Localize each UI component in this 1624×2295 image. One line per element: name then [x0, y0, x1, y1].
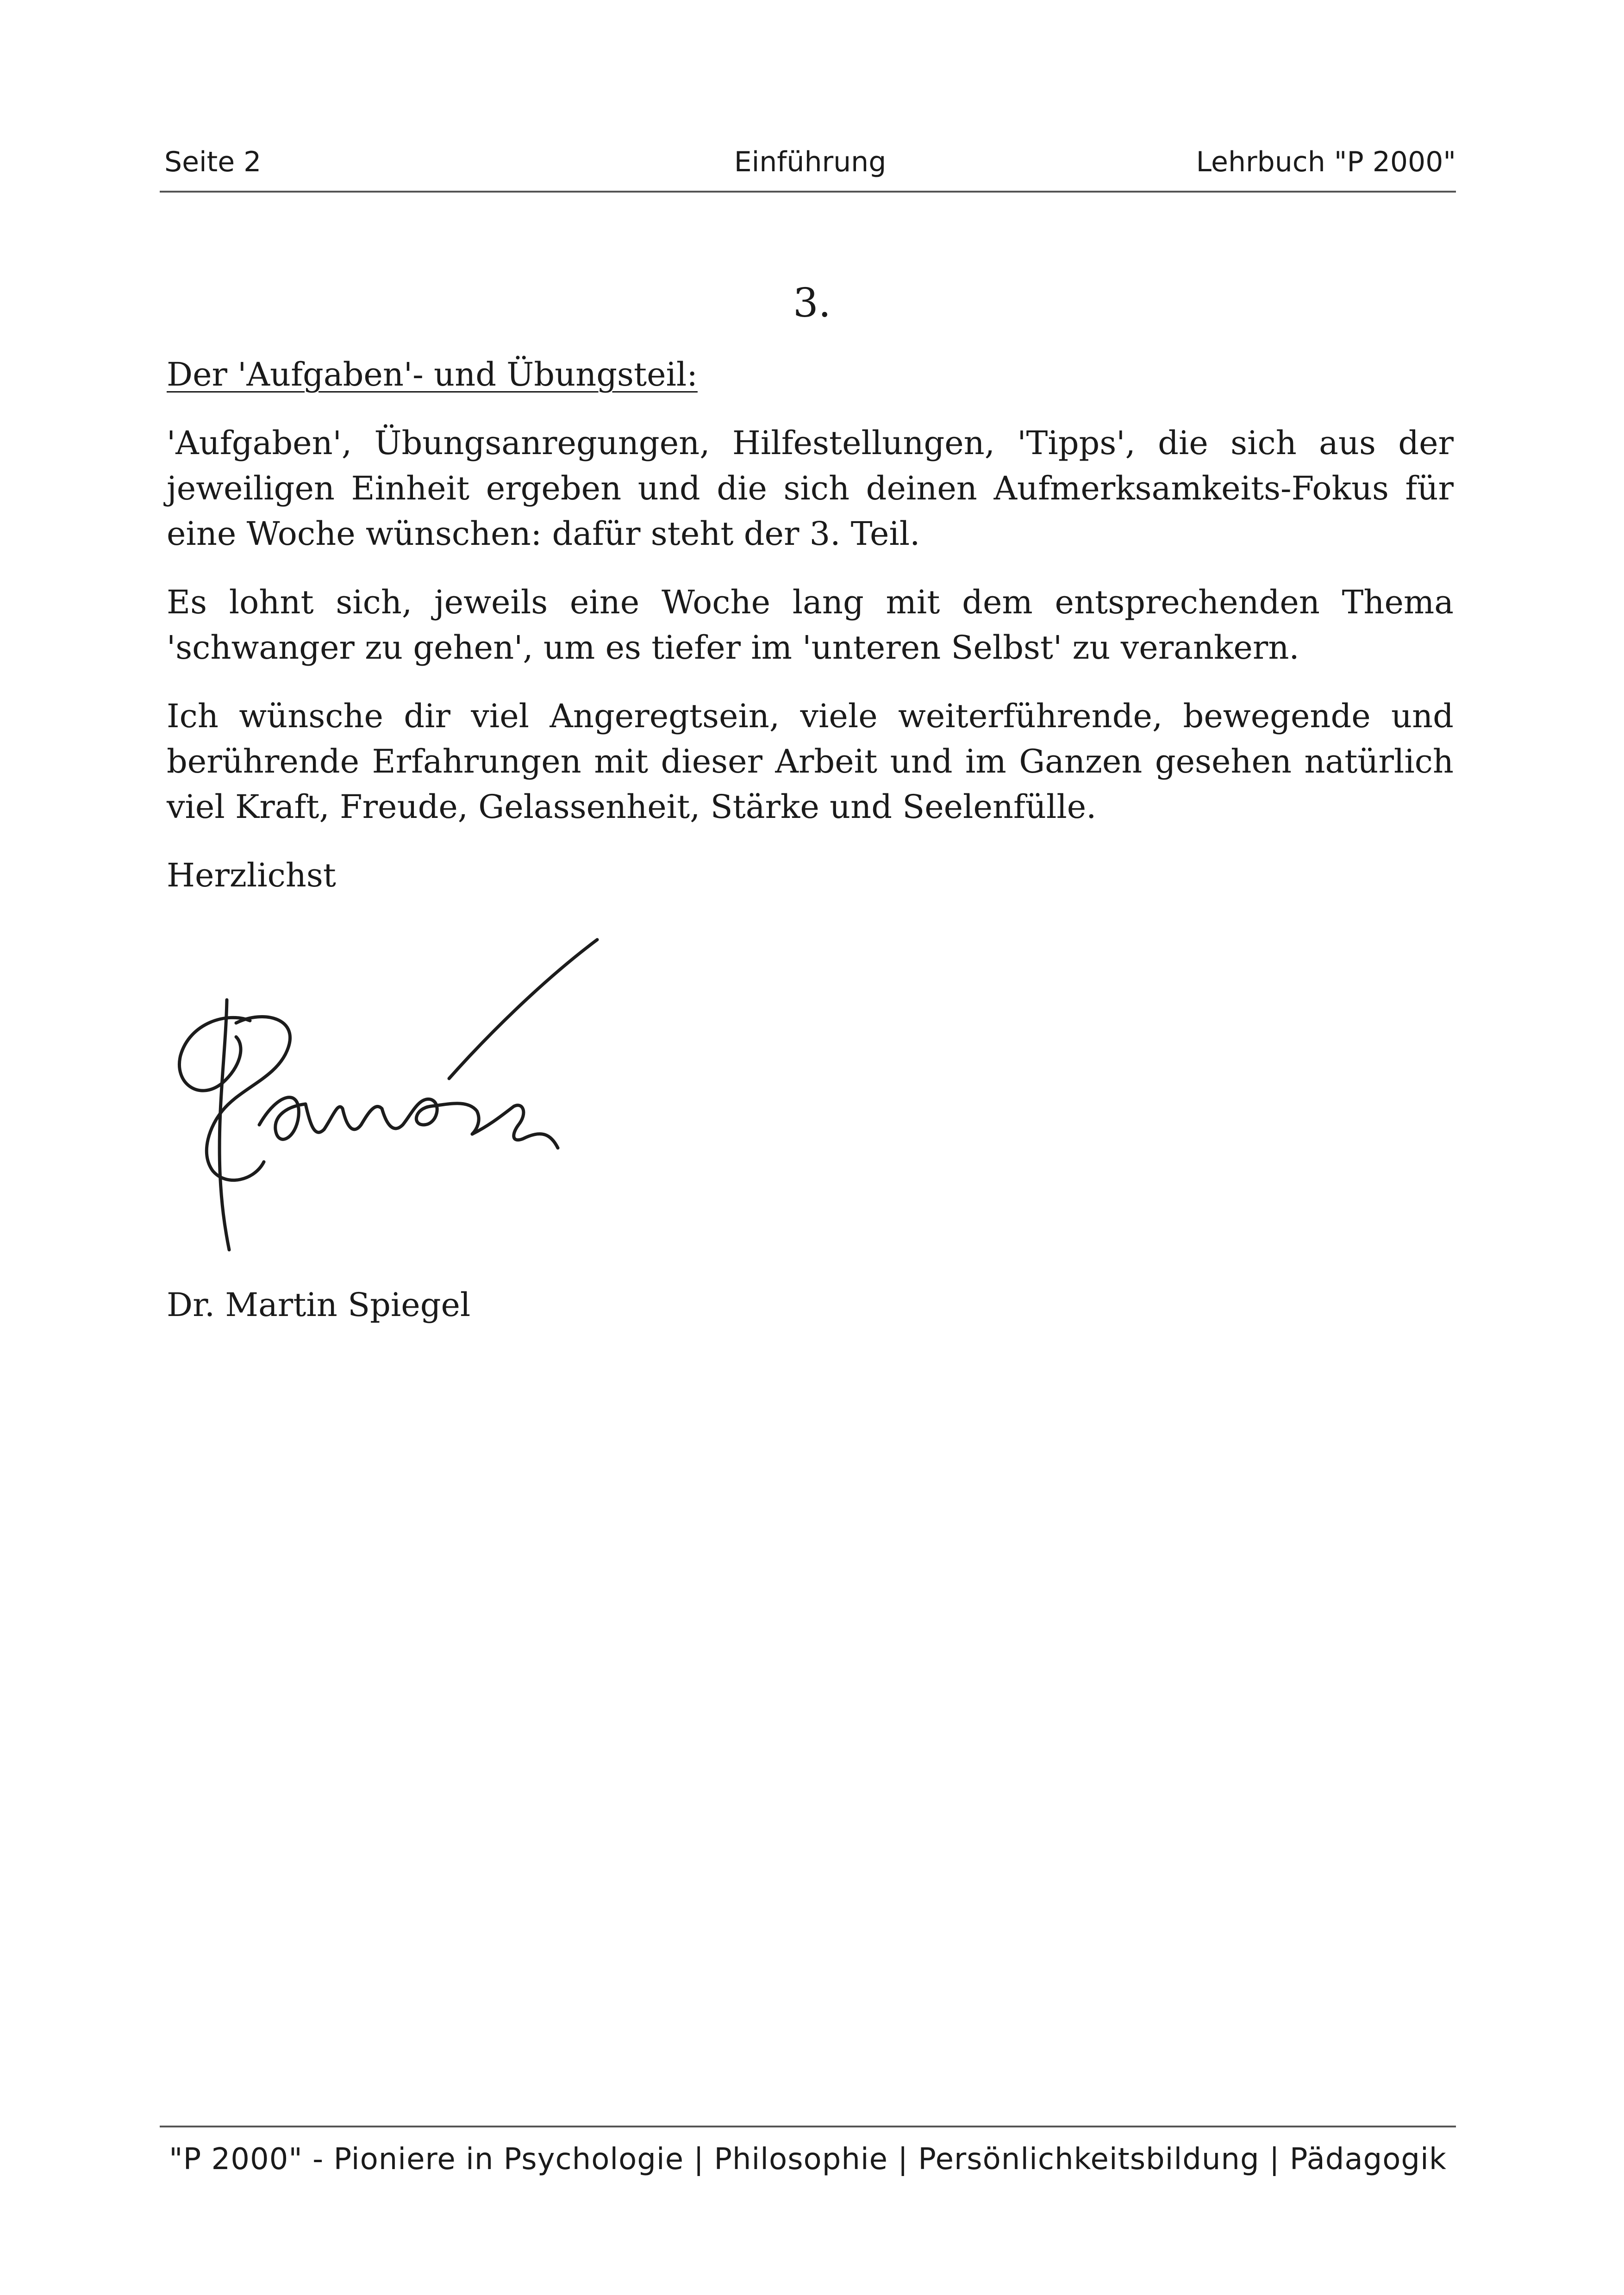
- closing-greeting: Herzlichst: [167, 856, 336, 894]
- paragraph: 'Aufgaben', Übungsanregungen, Hilfestellungen, 'Tipps', die sich aus der jeweiligen Einheit ergeben und die sich deinen Aufmerksamkeits-Fokus für eine Woche wünschen: dafür steht der 3. Teil.: [167, 424, 1454, 553]
- handwritten-signature: [171, 930, 611, 1254]
- section-heading: Der 'Aufgaben'- und Übungsteil:: [167, 355, 698, 393]
- chapter-title: Einführung: [734, 146, 887, 178]
- page-footer: "P 2000" - Pioniere in Psychologie | Philosophie | Persönlichkeitsbildung | Pädagogik: [169, 2142, 1447, 2177]
- footer-divider: [160, 2126, 1456, 2127]
- page-number: Seite 2: [164, 146, 262, 178]
- paragraph: Ich wünsche dir viel Angeregtsein, viele weiterführende, bewegende und berührende Erfahrungen mit dieser Arbeit und im Ganzen gesehen natürlich viel Kraft, Freude, Gelassenheit, Stärke und Seelenfülle.: [167, 697, 1454, 826]
- author-name: Dr. Martin Spiegel: [167, 1286, 471, 1324]
- paragraph: Es lohnt sich, jeweils eine Woche lang mit dem entsprechenden Thema 'schwanger zu gehen', um es tiefer im 'unteren Selbst' zu verankern.: [167, 583, 1454, 667]
- section-number: 3.: [793, 280, 831, 326]
- page-header: [164, 139, 1456, 185]
- book-title: Lehrbuch "P 2000": [1196, 146, 1456, 178]
- main-content: [167, 352, 1454, 898]
- header-divider: [160, 191, 1456, 193]
